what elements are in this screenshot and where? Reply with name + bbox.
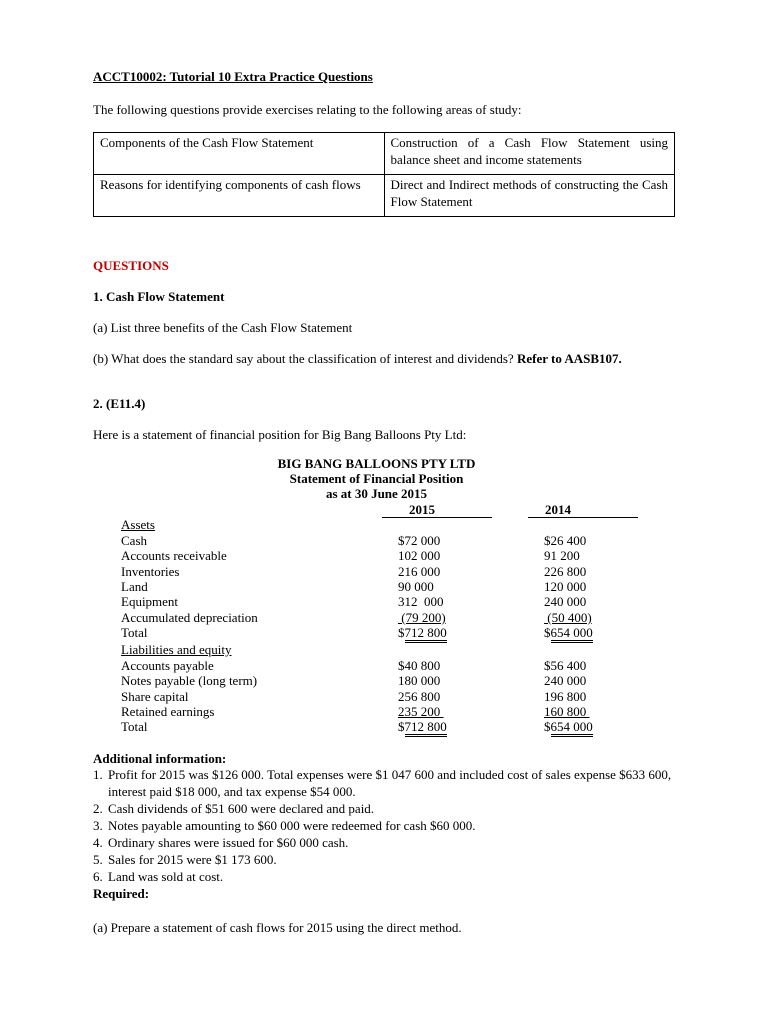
table-row [0, 579, 768, 595]
table-row [0, 533, 768, 549]
list-item [93, 834, 683, 851]
statement-name: Statement of Financial Position [289, 471, 464, 486]
question-1b [93, 351, 622, 367]
intro-text: The following questions provide exercises relating to the following areas of study: [93, 102, 522, 117]
row-label: Cash [121, 533, 147, 548]
table-row [0, 564, 768, 580]
column-header-2015: 2015 [382, 502, 492, 518]
item-text: Land was sold at cost. [108, 869, 224, 884]
table-cell: Reasons for identifying components of cash flows [94, 175, 385, 217]
table-row [0, 673, 768, 689]
item-text: Sales for 2015 were $1 173 600. [108, 852, 277, 867]
company-name: BIG BANG BALLOONS PTY LTD [277, 456, 476, 471]
table-row [0, 658, 768, 674]
question-1b-text: (b) What does the standard say about the classification of interest and dividends? [93, 351, 517, 366]
table-row [0, 594, 768, 610]
question-1-title: 1. Cash Flow Statement [93, 289, 225, 304]
row-label: Land [121, 579, 148, 594]
value-2014: (50 400) [544, 610, 592, 625]
table-row [0, 610, 768, 626]
value-2014: 240 000 [544, 673, 587, 688]
additional-info-list [93, 766, 683, 902]
table-row [0, 704, 768, 720]
required-part-a: (a) Prepare a statement of cash flows for 2015 using the direct method. [93, 920, 462, 935]
list-item [93, 817, 683, 834]
list-item [93, 800, 683, 817]
row-label: Equipment [121, 594, 179, 609]
value-2015: 216 000 [398, 564, 441, 579]
item-number: 4. [93, 835, 103, 850]
row-label: Accounts payable [121, 658, 214, 673]
required-heading: Required: [93, 886, 150, 901]
table-cell: Components of the Cash Flow Statement [94, 133, 385, 175]
list-item [93, 868, 683, 885]
table-row [0, 548, 768, 564]
value-2014: 120 000 [544, 579, 587, 594]
currency-symbol: $ [398, 719, 405, 734]
value-2015: $40 800 [398, 658, 441, 673]
value-2015: 90 000 [398, 579, 434, 594]
currency-symbol: $ [544, 625, 551, 640]
value-2014: $26 400 [544, 533, 587, 548]
row-label: Share capital [121, 689, 189, 704]
row-label: Total [121, 625, 148, 640]
value-2015: $72 000 [398, 533, 441, 548]
value-2015: 180 000 [398, 673, 441, 688]
value-2015: 235 200 [398, 704, 444, 719]
value-2015: 312 000 [398, 594, 444, 609]
total-value: 712 800 [405, 625, 447, 643]
value-2015 [398, 719, 447, 735]
assets-heading-row [0, 517, 768, 533]
statement-date: as at 30 June 2015 [325, 486, 428, 501]
value-2015: 256 800 [398, 689, 441, 704]
item-number: 6. [93, 869, 103, 884]
value-2015: (79 200) [398, 610, 446, 625]
table-row [94, 133, 675, 175]
assets-heading: Assets [121, 517, 155, 532]
value-2014: 160 800 [544, 704, 590, 719]
question-2-title: 2. (E11.4) [93, 396, 146, 411]
total-value: 712 800 [405, 719, 447, 737]
row-label: Notes payable (long term) [121, 673, 258, 688]
item-text: Ordinary shares were issued for $60 000 cash. [108, 835, 349, 850]
list-item [93, 851, 683, 868]
row-label: Inventories [121, 564, 180, 579]
value-2014: 240 000 [544, 594, 587, 609]
liabilities-heading-row [0, 642, 768, 658]
value-2014: 196 800 [544, 689, 587, 704]
currency-symbol: $ [544, 719, 551, 734]
currency-symbol: $ [398, 625, 405, 640]
questions-heading: QUESTIONS [93, 258, 169, 273]
row-label: Accumulated depreciation [121, 610, 258, 625]
value-2014 [544, 719, 593, 735]
row-label: Total [121, 719, 148, 734]
table-cell: Direct and Indirect methods of constructing the Cash Flow Statement [384, 175, 675, 217]
list-item [93, 766, 683, 800]
additional-info-heading: Additional information: [93, 751, 227, 766]
value-2014: $56 400 [544, 658, 587, 673]
assets-total-row [0, 625, 768, 641]
table-cell: Construction of a Cash Flow Statement using balance sheet and income statements [384, 133, 675, 175]
item-text: Cash dividends of $51 600 were declared and paid. [108, 801, 375, 816]
item-text: Profit for 2015 was $126 000. Total expenses were $1 047 600 and included cost of sales expense $633 600, interest paid $18 000, and tax expense $54 000. [108, 767, 672, 799]
value-2015: 102 000 [398, 548, 441, 563]
item-number: 5. [93, 852, 103, 867]
item-number: 2. [93, 801, 103, 816]
question-1a: (a) List three benefits of the Cash Flow Statement [93, 320, 353, 335]
item-number: 3. [93, 818, 103, 833]
table-row [94, 175, 675, 217]
document-title: ACCT10002: Tutorial 10 Extra Practice Questions [93, 69, 373, 84]
table-row [0, 689, 768, 705]
total-value: 654 000 [551, 625, 593, 643]
column-header-2014: 2014 [528, 502, 638, 518]
topics-table [93, 132, 675, 217]
value-2014: 91 200 [544, 548, 580, 563]
item-number: 1. [93, 767, 103, 782]
liabilities-heading: Liabilities and equity [121, 642, 232, 657]
value-2014 [544, 625, 593, 641]
row-label: Accounts receivable [121, 548, 227, 563]
question-2-intro: Here is a statement of financial position for Big Bang Balloons Pty Ltd: [93, 427, 467, 442]
value-2014: 226 800 [544, 564, 587, 579]
row-label: Retained earnings [121, 704, 215, 719]
question-1b-reference: Refer to AASB107. [516, 351, 622, 366]
liabilities-total-row [0, 719, 768, 735]
value-2015 [398, 625, 447, 641]
item-text: Notes payable amounting to $60 000 were redeemed for cash $60 000. [108, 818, 476, 833]
total-value: 654 000 [551, 719, 593, 737]
